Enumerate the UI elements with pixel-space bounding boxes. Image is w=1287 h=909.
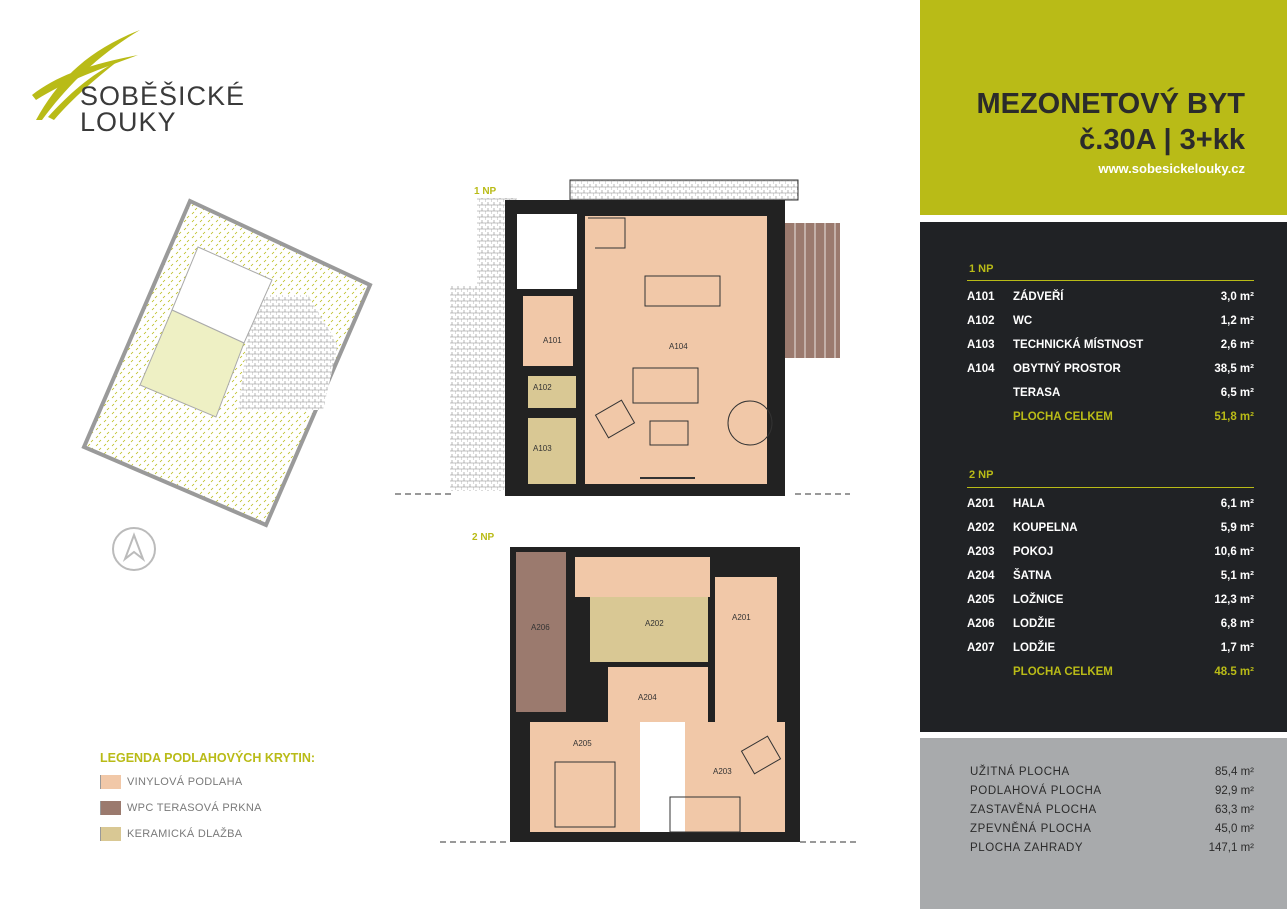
table-row bbox=[967, 570, 1254, 594]
total-label: PLOCHA CELKEM bbox=[1013, 666, 1113, 678]
room-name: ZÁDVEŘÍ bbox=[1013, 291, 1064, 303]
plan-2np-label: 2 NP bbox=[472, 532, 495, 543]
plan-1np-label: 1 NP bbox=[474, 186, 497, 197]
room-label-a203: A203 bbox=[713, 767, 732, 776]
section-1np-rule bbox=[967, 280, 1254, 281]
total-label: PLOCHA CELKEM bbox=[1013, 411, 1113, 423]
room-area: 6,8 m² bbox=[1220, 618, 1254, 630]
room-code: A101 bbox=[967, 291, 995, 303]
room-name: KOUPELNA bbox=[1013, 522, 1078, 534]
room-area: 3,0 m² bbox=[1220, 291, 1254, 303]
room-code: A104 bbox=[967, 363, 995, 375]
room-area: 5,9 m² bbox=[1220, 522, 1254, 534]
room-code: A102 bbox=[967, 315, 995, 327]
room-area: 5,1 m² bbox=[1220, 570, 1254, 582]
summary-area: 85,4 m² bbox=[1215, 766, 1254, 778]
room-area: 12,3 m² bbox=[1214, 594, 1254, 606]
room-name: OBYTNÝ PROSTOR bbox=[1013, 363, 1121, 375]
room-code: A202 bbox=[967, 522, 995, 534]
room-name: LODŽIE bbox=[1013, 642, 1056, 654]
summary-name: PODLAHOVÁ PLOCHA bbox=[970, 785, 1102, 797]
room-name: WC bbox=[1013, 315, 1033, 327]
summary-area: 147,1 m² bbox=[1208, 842, 1254, 854]
table-row bbox=[967, 291, 1254, 315]
summary-name: ZPEVNĚNÁ PLOCHA bbox=[970, 823, 1092, 835]
summary-row bbox=[970, 785, 1254, 804]
room-name: LOŽNICE bbox=[1013, 594, 1064, 606]
room-code: A207 bbox=[967, 642, 995, 654]
table-row bbox=[967, 618, 1254, 642]
summary-area: 45,0 m² bbox=[1215, 823, 1254, 835]
legend-title: LEGENDA PODLAHOVÝCH KRYTIN: bbox=[100, 751, 316, 765]
summary-row bbox=[970, 766, 1254, 785]
room-label-a104: A104 bbox=[669, 342, 688, 351]
total-area: 51,8 m² bbox=[1214, 411, 1254, 423]
table-row bbox=[967, 546, 1254, 570]
site-plan bbox=[78, 195, 378, 530]
summary-area: 63,3 m² bbox=[1215, 804, 1254, 816]
summary-row bbox=[970, 823, 1254, 842]
table-row bbox=[967, 522, 1254, 546]
room-area: 1,2 m² bbox=[1220, 315, 1254, 327]
legend-item-vinyl bbox=[100, 775, 242, 789]
legend-item-ceramic bbox=[100, 827, 242, 841]
room-area: 38,5 m² bbox=[1214, 363, 1254, 375]
room-code: A201 bbox=[967, 498, 995, 510]
table-row bbox=[967, 594, 1254, 618]
summary-row bbox=[970, 804, 1254, 823]
wpc-swatch bbox=[100, 801, 121, 815]
vinyl-swatch bbox=[100, 775, 121, 789]
summary-row bbox=[970, 842, 1254, 861]
room-label-a206: A206 bbox=[531, 623, 550, 632]
room-name: LODŽIE bbox=[1013, 618, 1056, 630]
legend-item-wpc bbox=[100, 801, 262, 815]
section-1np-label: 1 NP bbox=[969, 263, 994, 275]
table-row bbox=[967, 387, 1254, 411]
room-area: 1,7 m² bbox=[1220, 642, 1254, 654]
room-label-a204: A204 bbox=[638, 693, 657, 702]
room-name: TERASA bbox=[1013, 387, 1061, 399]
summary-name: ZASTAVĚNÁ PLOCHA bbox=[970, 804, 1097, 816]
room-label-a102: A102 bbox=[533, 383, 552, 392]
room-code: A206 bbox=[967, 618, 995, 630]
ceramic-swatch bbox=[100, 827, 121, 841]
section-2np-label: 2 NP bbox=[969, 469, 994, 481]
room-code: A203 bbox=[967, 546, 995, 558]
room-code: A204 bbox=[967, 570, 995, 582]
legend-label: VINYLOVÁ PODLAHA bbox=[127, 775, 243, 788]
title-line1: MEZONETOVÝ BYT bbox=[976, 88, 1245, 120]
website-link[interactable]: www.sobesickelouky.cz bbox=[1098, 161, 1245, 176]
room-area: 10,6 m² bbox=[1214, 546, 1254, 558]
table-row bbox=[967, 315, 1254, 339]
brand-name bbox=[80, 83, 245, 135]
floor-plan-1np bbox=[395, 178, 855, 498]
brand-line2: LOUKY bbox=[80, 107, 177, 137]
room-area: 6,1 m² bbox=[1220, 498, 1254, 510]
room-name: POKOJ bbox=[1013, 546, 1054, 558]
legend-label: KERAMICKÁ DLAŽBA bbox=[127, 827, 243, 840]
table-row-total bbox=[967, 411, 1254, 435]
summary-name: PLOCHA ZAHRADY bbox=[970, 842, 1084, 854]
total-area: 48.5 m² bbox=[1214, 666, 1254, 678]
table-row bbox=[967, 363, 1254, 387]
room-code: A205 bbox=[967, 594, 995, 606]
north-arrow-icon bbox=[110, 525, 158, 573]
table-row-total bbox=[967, 666, 1254, 690]
room-label-a205: A205 bbox=[573, 739, 592, 748]
room-code: A103 bbox=[967, 339, 995, 351]
room-name: HALA bbox=[1013, 498, 1045, 510]
legend-label: WPC TERASOVÁ PRKNA bbox=[127, 801, 262, 814]
title-line2: č.30A | 3+kk bbox=[1079, 124, 1245, 156]
room-label-a103: A103 bbox=[533, 444, 552, 453]
table-row bbox=[967, 498, 1254, 522]
table-row bbox=[967, 339, 1254, 363]
table-row bbox=[967, 642, 1254, 666]
page-title bbox=[976, 86, 1245, 158]
room-area: 2,6 m² bbox=[1220, 339, 1254, 351]
room-label-a202: A202 bbox=[645, 619, 664, 628]
summary-area: 92,9 m² bbox=[1215, 785, 1254, 797]
summary-name: UŽITNÁ PLOCHA bbox=[970, 766, 1070, 778]
room-label-a201: A201 bbox=[732, 613, 751, 622]
brand-line1: SOBĚŠICKÉ bbox=[80, 81, 246, 111]
room-name: TECHNICKÁ MÍSTNOST bbox=[1013, 339, 1144, 351]
room-name: ŠATNA bbox=[1013, 570, 1052, 582]
room-label-a101: A101 bbox=[543, 336, 562, 345]
section-2np-rule bbox=[967, 487, 1254, 488]
room-area: 6,5 m² bbox=[1220, 387, 1254, 399]
